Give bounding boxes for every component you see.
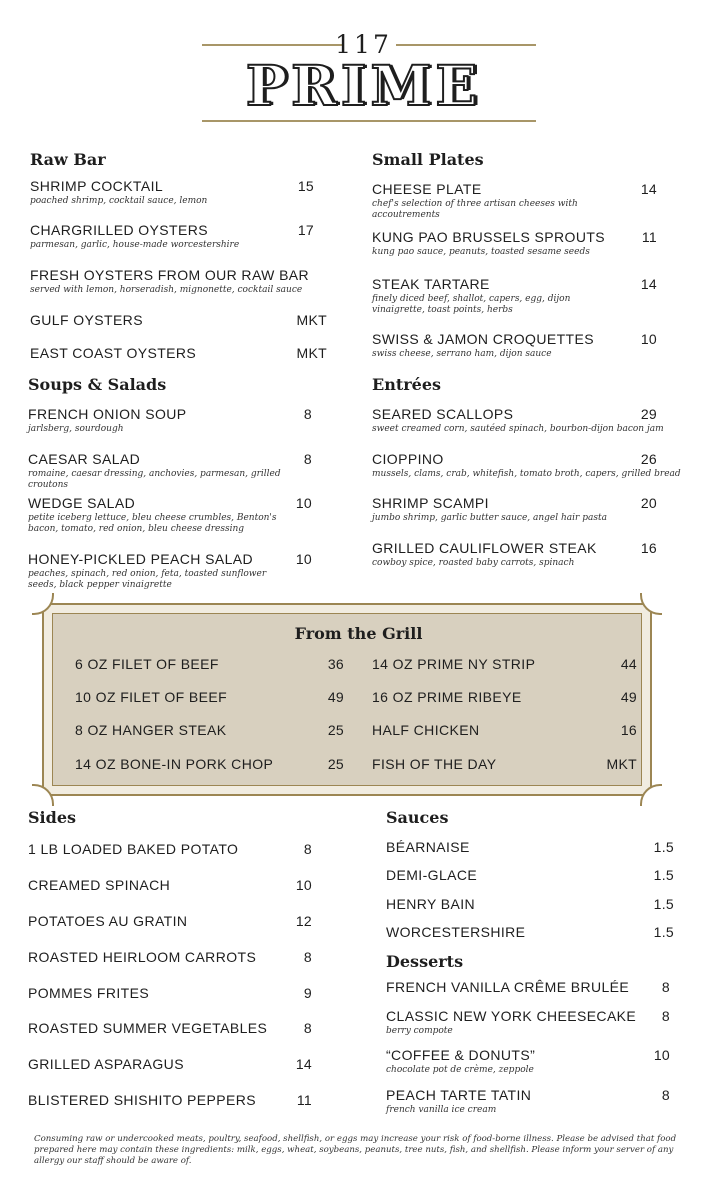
item-price: 9 (303, 985, 312, 1001)
item-price: 14 (640, 181, 657, 197)
menu-item (30, 311, 290, 329)
item-price: 10 (295, 551, 312, 567)
menu-item (30, 344, 290, 362)
side-item (28, 984, 149, 1002)
item-price: 16 (620, 722, 637, 738)
item-price: 16 (640, 540, 657, 556)
dessert-item (386, 1046, 535, 1076)
item-name: SHRIMP COCKTAIL (30, 178, 164, 194)
item-price: 8 (661, 1087, 670, 1103)
item-price: 1.5 (653, 924, 674, 940)
item-price: 20 (640, 495, 657, 511)
menu-item (372, 228, 622, 258)
allergy-disclaimer: Consuming raw or undercooked meats, poultry, seafood, shellfish, or eggs may increase your risk of food-borne illness. Please be advised that food prepared here may contain these ingredients: milk, eggs, wheat, soybeans, peanuts, tree nuts, fish, and shellfish. Please inform your server of any allergy our staff should be aware of. (34, 1134, 677, 1166)
menu-item (28, 494, 290, 535)
item-desc: romaine, caesar dressing, anchovies, parmesan, grilled croutons (28, 469, 281, 490)
item-name: EAST COAST OYSTERS (30, 345, 197, 361)
item-price: 14 (640, 276, 657, 292)
item-name: CREAMED SPINACH (28, 877, 171, 893)
side-item (28, 948, 256, 966)
item-price: 29 (640, 406, 657, 422)
item-price: 25 (327, 722, 344, 738)
menu-item (372, 494, 652, 524)
item-name: 14 OZ PRIME NY STRIP (372, 656, 536, 672)
item-name: HENRY BAIN (386, 896, 476, 912)
item-name: BLISTERED SHISHITO PEPPERS (28, 1092, 256, 1108)
item-price: 8 (303, 406, 312, 422)
item-price: 15 (297, 178, 314, 194)
item-desc: swiss cheese, serrano ham, dijon sauce (372, 349, 552, 359)
grill-item (372, 755, 497, 773)
item-desc: parmesan, garlic, house-made worcestershire (30, 240, 240, 250)
item-price: 14 (295, 1056, 312, 1072)
item-name: HONEY-PICKLED PEACH SALAD (28, 551, 253, 567)
grill-item (372, 688, 522, 706)
item-price: 44 (620, 656, 637, 672)
section-title-soups-salads: Soups & Salads (28, 375, 167, 394)
side-item (28, 1055, 184, 1073)
section-title-sides: Sides (28, 808, 77, 827)
menu-item (30, 177, 310, 207)
item-price: 10 (640, 331, 657, 347)
item-name: ROASTED SUMMER VEGETABLES (28, 1020, 268, 1036)
item-name: KUNG PAO BRUSSELS SPROUTS (372, 229, 606, 245)
item-name: FRENCH ONION SOUP (28, 406, 187, 422)
grill-item (372, 721, 479, 739)
item-price: 8 (303, 949, 312, 965)
sauce-item (386, 895, 475, 913)
menu-item (372, 330, 622, 360)
item-name: 6 OZ FILET OF BEEF (75, 656, 219, 672)
item-price: 8 (661, 1008, 670, 1024)
item-price: 12 (295, 913, 312, 929)
menu-item (30, 221, 310, 251)
item-price: 17 (297, 222, 314, 238)
side-item (28, 840, 238, 858)
item-price: 1.5 (653, 839, 674, 855)
item-name: CHARGRILLED OYSTERS (30, 222, 208, 238)
side-item (28, 912, 187, 930)
section-title-sauces: Sauces (386, 808, 449, 827)
item-desc: mussels, clams, crab, whitefish, tomato broth, capers, grilled bread (372, 469, 681, 479)
dessert-item (386, 1086, 531, 1116)
sauce-item (386, 838, 470, 856)
dessert-item (386, 1007, 636, 1037)
item-name: 10 OZ FILET OF BEEF (75, 689, 228, 705)
item-desc: chocolate pot de crème, zeppole (386, 1065, 534, 1075)
item-name: GULF OYSTERS (30, 312, 143, 328)
item-name: SWISS & JAMON CROQUETTES (372, 331, 594, 347)
item-price: 26 (640, 451, 657, 467)
item-name: STEAK TARTARE (372, 276, 490, 292)
item-desc: sweet creamed corn, sautéed spinach, bourbon-dijon bacon jam (372, 424, 664, 434)
item-price: MKT (296, 312, 327, 328)
section-title-entrees: Entrées (372, 375, 442, 394)
item-name: WORCESTERSHIRE (386, 924, 526, 940)
item-name: HALF CHICKEN (372, 722, 480, 738)
item-name: SEARED SCALLOPS (372, 406, 514, 422)
item-price: 8 (303, 1020, 312, 1036)
section-title-raw-bar: Raw Bar (30, 150, 106, 169)
item-desc: finely diced beef, shallot, capers, egg, dijon vinaigrette, toast points, herbs (372, 294, 571, 315)
menu-item (372, 180, 642, 221)
grill-item (75, 655, 219, 673)
side-item (28, 876, 170, 894)
item-name: POMMES FRITES (28, 985, 150, 1001)
section-title-small-plates: Small Plates (372, 150, 484, 169)
item-desc: petite iceberg lettuce, bleu cheese crumbles, Benton's bacon, tomato, red onion, bleu cheese dressing (28, 513, 277, 534)
item-name: FRENCH VANILLA CRÊME BRULÉE (386, 979, 630, 995)
section-title-grill: From the Grill (294, 624, 423, 643)
item-desc: kung pao sauce, peanuts, toasted sesame seeds (372, 247, 590, 257)
item-name: CHEESE PLATE (372, 181, 482, 197)
side-item (28, 1091, 256, 1109)
section-title-desserts: Desserts (386, 952, 464, 971)
item-name: GRILLED ASPARAGUS (28, 1056, 184, 1072)
menu-item (372, 275, 617, 316)
item-price: MKT (606, 756, 637, 772)
side-item (28, 1019, 267, 1037)
item-name: “COFFEE & DONUTS” (386, 1047, 536, 1063)
item-price: 1.5 (653, 867, 674, 883)
item-desc: chef's selection of three artisan cheeses with accoutrements (372, 199, 578, 220)
item-name: FRESH OYSTERS FROM OUR RAW BAR (30, 267, 310, 283)
menu-item (372, 539, 632, 569)
logo-wordmark: PRIME (245, 53, 482, 118)
item-desc: jumbo shrimp, garlic butter sauce, angel hair pasta (372, 513, 607, 523)
item-name: PEACH TARTE TATIN (386, 1087, 532, 1103)
item-price: 8 (661, 979, 670, 995)
menu-item (28, 405, 298, 435)
dessert-item (386, 978, 629, 996)
item-name: CAESAR SALAD (28, 451, 141, 467)
item-price: 10 (653, 1047, 670, 1063)
grill-item (75, 755, 273, 773)
item-price: 10 (295, 877, 312, 893)
item-price: 49 (620, 689, 637, 705)
item-price: 49 (327, 689, 344, 705)
menu-item (30, 266, 340, 296)
item-price: 11 (296, 1092, 312, 1108)
item-price: 11 (641, 229, 657, 245)
item-price: 8 (303, 451, 312, 467)
item-price: MKT (296, 345, 327, 361)
item-price: 25 (327, 756, 344, 772)
item-name: WEDGE SALAD (28, 495, 136, 511)
item-name: 8 OZ HANGER STEAK (75, 722, 227, 738)
sauce-item (386, 923, 525, 941)
item-name: GRILLED CAULIFLOWER STEAK (372, 540, 597, 556)
sauce-item (386, 866, 477, 884)
item-name: FISH OF THE DAY (372, 756, 497, 772)
item-name: 16 OZ PRIME RIBEYE (372, 689, 522, 705)
grill-item (372, 655, 535, 673)
item-name: SHRIMP SCAMPI (372, 495, 489, 511)
grill-item (75, 688, 227, 706)
item-desc: poached shrimp, cocktail sauce, lemon (30, 196, 208, 206)
item-name: DEMI-GLACE (386, 867, 478, 883)
menu-item (28, 550, 290, 591)
header-rule-bottom (202, 120, 536, 122)
item-desc: jarlsberg, sourdough (28, 424, 124, 434)
logo-number: 117 (335, 30, 392, 59)
item-price: 36 (327, 656, 344, 672)
grill-item (75, 721, 227, 739)
item-desc: peaches, spinach, red onion, feta, toasted sunflower seeds, black pepper vinaigrette (28, 569, 267, 590)
item-name: BÉARNAISE (386, 839, 470, 855)
item-name: POTATOES AU GRATIN (28, 913, 188, 929)
item-name: CIOPPINO (372, 451, 444, 467)
item-price: 1.5 (653, 896, 674, 912)
item-name: ROASTED HEIRLOOM CARROTS (28, 949, 257, 965)
menu-item (28, 450, 308, 491)
item-desc: cowboy spice, roasted baby carrots, spinach (372, 558, 575, 568)
item-price: 8 (303, 841, 312, 857)
item-desc: french vanilla ice cream (386, 1105, 497, 1115)
item-price: 10 (295, 495, 312, 511)
item-desc: berry compote (386, 1026, 453, 1036)
item-name: 14 OZ BONE-IN PORK CHOP (75, 756, 274, 772)
item-name: CLASSIC NEW YORK CHEESECAKE (386, 1008, 637, 1024)
item-name: 1 LB LOADED BAKED POTATO (28, 841, 239, 857)
item-desc: served with lemon, horseradish, mignonette, cocktail sauce (30, 285, 303, 295)
